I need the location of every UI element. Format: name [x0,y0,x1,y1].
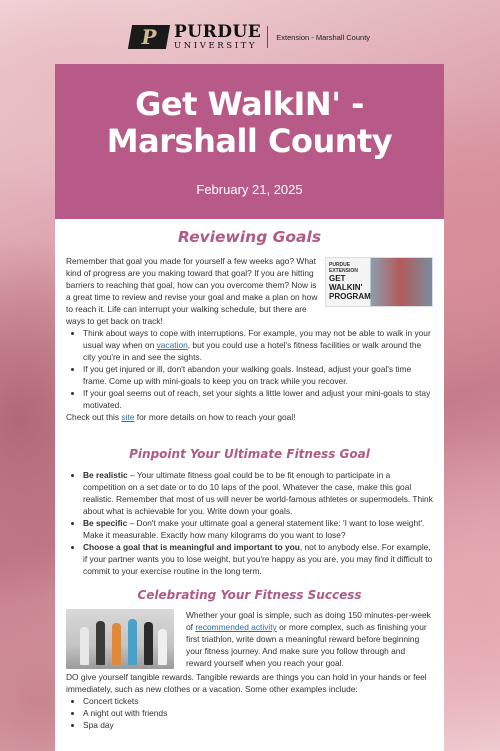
logo-divider [267,26,268,48]
extension-label: Extension - Marshall County [276,32,371,42]
list-item [83,327,433,363]
program-image-caption-main: GET WALKIN' PROGRAM [329,274,371,301]
logo-name: PURDUE [173,21,262,42]
section1-outro [66,411,433,423]
hero-title-line2: Marshall County [106,122,393,160]
recommended-activity-link[interactable]: recommended activity [195,622,277,632]
list-item: • Concert tickets [83,695,433,707]
section-title-fitness-goal: Pinpoint Your Ultimate Fitness Goal [129,447,370,461]
section1-intro: Remember that goal you made for yourself a few weeks ago? What kind of progress are you making toward that goal? If you are hitting barriers to reaching that goal, how can you overcome them? Now is a great time to review and revise your goal and make a plan on how to reach it. Life can interrupt your walking schedule, but there are ways to get back on track! [66,256,318,326]
person-figure [144,622,153,665]
list-item [83,469,433,517]
program-image-text [329,262,369,301]
purdue-p-icon: P [128,25,170,49]
list-item: • If you get injured or ill, don't abandon your walking goals. Instead, adjust your goal's time frame. Come up with mini-goals to keep you on track while you recover. [83,363,433,387]
person-figure [112,623,121,665]
person-figure [96,621,105,665]
logo-sub: UNIVERSITY [173,40,258,51]
hero-title [55,86,444,160]
purdue-logo[interactable] [130,21,262,51]
group-fitness-photo [66,609,174,669]
newsletter-card [55,64,444,751]
hero-date: February 21, 2025 [196,182,303,197]
bullet1-text-a: Think about ways to cope with interruptions. For example, you may not be able to walk in your usual way when on [83,328,431,350]
program-image-caption-top: PURDUE EXTENSION [329,262,358,274]
section2-list [66,469,433,577]
bullet-bold: Choose a goal that is meaningful and important to you [83,542,300,552]
bullet-bold: Be realistic [83,470,128,480]
para-text-a: Whether your goal is simple, such as doing 150 minutes-per-week of [186,610,431,632]
outro-text-a: Check out this [66,412,122,422]
site-link[interactable]: site [121,412,135,422]
section3-para2: DO give yourself tangible rewards. Tangible rewards are things you can hold in your hands or feel immediately, such as new clothes or a vacation. Some other examples include: [66,672,427,694]
vacation-link[interactable]: vacation [156,340,188,350]
bullet1-text-b: , but you could use a hotel's fitness facilities or walk around the city you're in and see the sights. [83,340,422,362]
hero-title-line1: Get WalkIN' - [135,85,364,123]
bullet-bold: Be specific [83,518,128,528]
list-item: • If your goal seems out of reach, set your sights a little lower and adjust your mini-goals to stay motivated. [83,387,433,411]
get-walkin-program-image [325,257,433,307]
list-item: • A night out with friends [83,707,433,719]
rewards-list [66,695,433,731]
hero-banner [55,64,444,219]
section-title-reviewing-goals: Reviewing Goals [177,228,322,246]
person-figure [128,619,137,665]
logo-wordmark [173,21,262,51]
section1-list [66,327,433,411]
list-item [83,541,433,577]
bullet-text: – Don't make your ultimate goal a general statement like: 'I want to lose weight'. Make it measurable. Exactly how many kilograms do you want to lose? [83,518,425,540]
outro-text-b: for more details on how to reach your goal! [134,412,296,422]
para-text-b: or more complex, such as finishing your first triathlon, write down a meaningful reward before beginning your fitness journey. And make sure you follow through and reward yourself when you reach your goal. [186,622,427,668]
list-item [83,517,433,541]
page-header [0,22,500,52]
bullet-text: , not to anybody else. For example, if your partner wants you to lose weight, but you're happy as you are, you may find it difficult to commit to your exercise routine in the long term. [83,542,433,576]
bullet-text: – Your ultimate fitness goal could be to be fit enough to participate in a competition on a set date or to do 10 laps of the pool. Whatever the case, make this goal realistic. Remember that most of us will never be world-famous athletes or supermodels. Think about what is achievable for you. Write down your goals. [83,470,433,516]
person-figure [80,627,89,665]
list-item: • Spa day [83,719,433,731]
content [55,228,444,731]
person-figure [158,629,167,665]
section-title-celebrating: Celebrating Your Fitness Success [137,588,362,602]
